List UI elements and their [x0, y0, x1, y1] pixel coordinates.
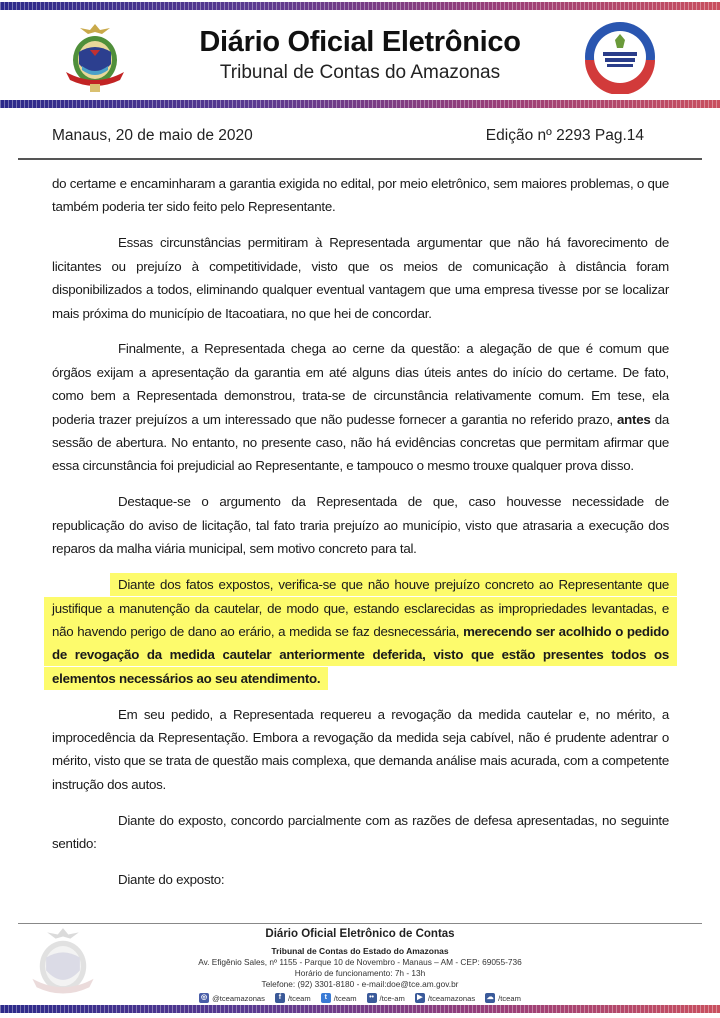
- social-soundcloud[interactable]: [485, 993, 521, 1003]
- social-label: /tceam: [498, 993, 521, 1003]
- social-label: /tceam: [287, 993, 311, 1003]
- footer-org: Tribunal de Contas do Estado do Amazonas: [271, 946, 449, 956]
- footer-decorative-band: [0, 1005, 720, 1013]
- paragraph-5-text: Diante dos fatos expostos, verifica-se que não houve prejuízo concreto ao Representante que justifique a manutenção da cautelar, de modo que, estando esclarecidas as impropriedades levantadas, e não havendo perigo de dano ao erário, a medida se faz desnecessária,: [52, 577, 669, 639]
- footer-divider: [18, 923, 702, 924]
- header-bottom-band: [0, 100, 720, 108]
- paragraph-5-highlighted: [52, 573, 669, 690]
- header-divider: [18, 158, 702, 160]
- header-title: Diário Oficial Eletrônico: [199, 26, 521, 58]
- flickr-icon: ••: [367, 993, 377, 1003]
- social-label: /tceam: [333, 993, 357, 1003]
- header-subtitle: Tribunal de Contas do Amazonas: [219, 62, 501, 83]
- paragraph-3-bold: antes: [617, 411, 651, 427]
- social-youtube[interactable]: [415, 993, 475, 1003]
- footer: [150, 926, 570, 1003]
- social-label: /tceamazonas: [427, 993, 476, 1003]
- social-twitter[interactable]: [321, 993, 357, 1003]
- publication-date: Manaus, 20 de maio de 2020: [52, 127, 253, 144]
- header-decorative-band: [0, 2, 720, 10]
- paragraph-1: do certame e encaminharam a garantia exigida no edital, por meio eletrônico, sem maiores problemas, o que também poderia ter sido feito pelo Representante.: [52, 176, 669, 215]
- footer-address: Av. Efigênio Sales, nº 1155 - Parque 10 de Novembro - Manaus – AM - CEP: 69055-736: [198, 957, 522, 967]
- paragraph-3-text-a: Finalmente, a Representada chega ao cerne da questão: a alegação de que é comum que órgãos exijam a apresentação da garantia em até alguns dias úteis antes do início do certame. De fato, como bem a Representada demonstrou, trata-se de circunstância relativamente comum. Em tese, ela poderia trazer prejuízos a um interessado que não pudesse fornecer a garantia no referido prazo,: [52, 341, 669, 427]
- paragraph-3-text-b: da sessão de abertura. No entanto, no presente caso, não há evidências concretas que permitam afirmar que essa circunstância foi prejudicial ao Representante, e tampouco o mesmo trouxe qualquer prova disso.: [52, 411, 669, 474]
- paragraph-8: Diante do exposto:: [118, 872, 225, 888]
- edition-meta-row: [52, 127, 668, 149]
- social-instagram[interactable]: [199, 993, 265, 1003]
- footer-contact: Telefone: (92) 3301-8180 - e-mail:doe@tce.am.gov.br: [261, 979, 459, 989]
- paragraph-7: Diante do exposto, concordo parcialmente com as razões de defesa apresentadas, no seguinte sentido:: [52, 812, 669, 852]
- footer-hours: Horário de funcionamento: 7h - 13h: [294, 968, 426, 978]
- edition-page: Edição nº 2293 Pag.14: [485, 127, 644, 144]
- youtube-icon: ▶: [415, 993, 425, 1003]
- instagram-icon: ◎: [201, 994, 208, 1001]
- social-facebook[interactable]: [275, 993, 311, 1003]
- footer-coat-of-arms-watermark: [25, 926, 101, 1002]
- paragraph-6: Em seu pedido, a Representada requereu a revogação da medida cautelar e, no mérito, a improcedência da Representação. Embora a revogação da medida seja cabível, não é prudente adentrar o mérito, visto que se trata de questão mais complexa, que demanda análise mais acurada, com a competente instrução dos autos.: [52, 706, 669, 792]
- highlight: [52, 573, 669, 690]
- social-links: [150, 993, 570, 1003]
- soundcloud-icon: ☁: [486, 994, 494, 1001]
- social-label: /tce-am: [379, 993, 405, 1003]
- certification-badge-icon: [583, 20, 657, 94]
- twitter-icon: t: [321, 993, 331, 1003]
- paragraph-2: Essas circunstâncias permitiram à Representada argumentar que não há favorecimento de licitantes ou prejuízo à competitividade, visto que os meios de comunicação à distância foram disponibilizados a todos, eliminando qualquer eventual vantagem que uma empresa tivesse por se localizar mais próxima do município de Itacoatiara, no que hei de concordar.: [52, 235, 669, 321]
- social-label: @tceamazonas: [212, 993, 265, 1003]
- paragraph-4: Destaque-se o argumento da Representada de que, caso houvesse necessidade de republicação do aviso de licitação, tal fato traria prejuízo ao município, visto que atrasaria a execução dos reparos da malha viária municipal, sem motivo concreto para tal.: [52, 494, 669, 557]
- facebook-icon: f: [275, 993, 285, 1003]
- paragraph-5-bold: merecendo ser acolhido o pedido de revogação da medida cautelar anteriormente deferida, visto que estão presentes todos os elementos necessários ao seu atendimento.: [52, 623, 669, 686]
- social-flickr[interactable]: [367, 993, 405, 1003]
- document-body: [52, 172, 669, 904]
- footer-title: Diário Oficial Eletrônico de Contas: [265, 928, 455, 940]
- paragraph-3: [52, 337, 669, 477]
